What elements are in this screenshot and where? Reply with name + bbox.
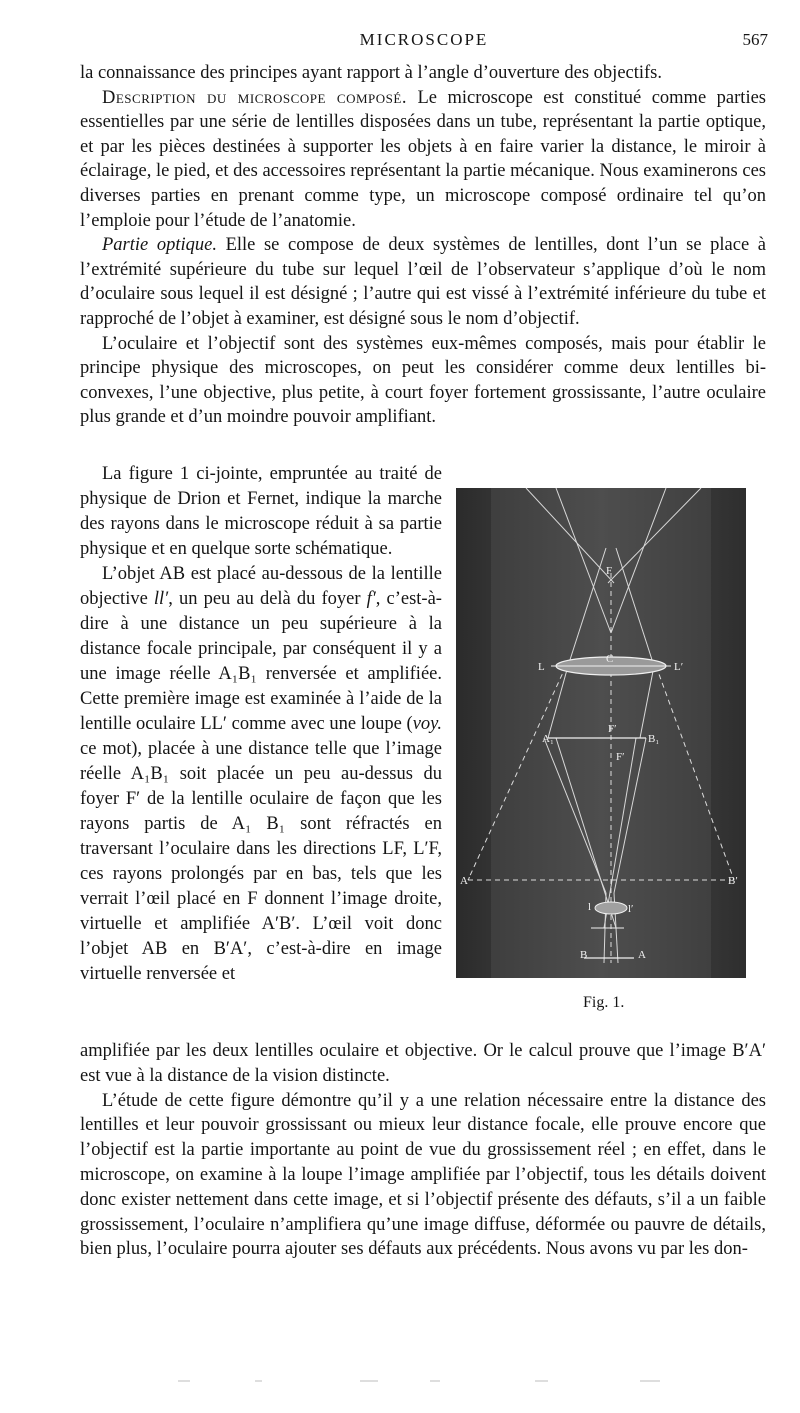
objet-text-a: L’objet AB est placé au-dessous de la lentille objective: [80, 564, 442, 609]
label-B: B: [580, 949, 588, 961]
etude-paragraph: L’étude de cette figure démontre qu’il y a une relation nécessaire entre la distance des lentilles et leur pouvoir grossissant ou mieux leur distance focale, elle prouve encore que l’objectif est la partie importante au point de vue du grossissement réel ; en effet, dans le microscope, on examine à la loupe l’image amplifiée par l’objectif, tous les détails doivent donc exister nettement dans cette image, et si l’objectif présente des défauts, s’il a un faible grossissement, l’oculaire n’amplifiera qu’une image diffuse, déformée ou pauvre de détails, bien plus, l’oculaire pourra ajouter ses défauts aux précédents. Nous avons vu par les don-: [80, 1090, 766, 1260]
intro-text: [80, 61, 766, 430]
description-paragraph: [80, 86, 766, 234]
oculaire-paragraph: L’oculaire et l’objectif sont des systèmes eux-mêmes composés, mais pour établir le principe physique des microscopes, on peut les considérer comme deux lentilles bi-convexes, l’une objective, plus petite, à court foyer fortement grossissante, l’autre oculaire plus grande et d’un moindre pouvoir amplifiant.: [80, 333, 766, 428]
label-A: A: [638, 949, 646, 961]
objet-text-ll: ll′: [153, 589, 169, 609]
footer-speckle: [0, 1378, 800, 1384]
label-A-prime: A′: [460, 875, 471, 887]
page-number: 567: [742, 30, 768, 49]
running-title: MICROSCOPE: [359, 30, 489, 49]
objet-text-b: , un peu au delà du foyer: [168, 589, 367, 609]
label-B-prime: B′: [728, 875, 738, 887]
label-f-prime: F′: [616, 751, 625, 763]
label-F: F: [606, 565, 613, 577]
objet-text-c: , c’est-à-dire à une distance un peu supérieure à la distance focale principale, par conséquent il y a une image réelle A₁B₁ renversée et amplifiée. Cette première image est examinée à l’aide de la lentille oculaire LL′ comme avec une loupe (: [80, 589, 442, 734]
optique-heading: Partie optique.: [102, 235, 217, 256]
objet-text-voy: voy.: [412, 714, 442, 734]
microscope-ray-diagram: [456, 488, 746, 978]
intro-line: la connaissance des principes ayant rapport à l’angle d’ouverture des objectifs.: [80, 63, 663, 83]
figure-paragraph: La figure 1 ci-jointe, empruntée au traité de physique de Drion et Fernet, indique la marche des rayons dans le microscope réduit à sa partie physique et en quelque sorte schématique.: [80, 464, 442, 559]
optique-body: Elle se compose de deux systèmes de lentilles, dont l’un se place à l’extrémité supérieure du tube sur lequel l’œil de l’observateur s’applique d’où le nom d’oculaire sous lequel il est désigné ; l’autre qui est vissé à l’extrémité inférieure du tube et rapproché de l’objet à examiner, est désigné sous le nom d’objectif.: [80, 235, 766, 329]
description-heading: Description du microscope composé.: [102, 87, 407, 108]
closing-text: [80, 1039, 766, 1262]
objet-text-d: ce mot), placée à une distance telle que l’image réelle A₁B₁ soit placée un peu au-dessus du foyer F′ de la lentille oculaire de façon que les rayons partis de A₁ B₁ sont réfractés en traversant l’oculaire dans les directions LF, L′F, ces rayons prolongés par en bas, tels que les verrait l’œil placé en F donnent l’image droite, virtuelle et amplifiée A′B′. L’œil voit donc l’objet AB en B′A′, c’est-à-dire en image virtuelle renversée et: [80, 739, 442, 984]
continuation-paragraph: amplifiée par les deux lentilles oculaire et objective. Or le calcul prouve que l’image B′A′ est vue à la distance de la vision distincte.: [80, 1041, 766, 1086]
label-L-prime: L′: [674, 661, 684, 673]
description-body: Le microscope est constitué comme parties essentielles par une série de lentilles disposées dans un tube, représentant la partie optique, et par les pièces destinées à supporter les objets à en faire varier la distance, le miroir à éclairage, le pied, et des accessoires représentant la partie mécanique. Nous examinerons ces diverses parties en prenant comme type, un microscope composé ordinaire tel qu’on l’emploie pour l’étude de l’anatomie.: [80, 87, 766, 231]
objet-text-f: f′: [366, 589, 376, 609]
optique-paragraph: [80, 233, 766, 331]
figure-caption: Fig. 1.: [583, 994, 625, 1011]
label-L: L: [538, 661, 545, 673]
label-F1: F′: [608, 723, 617, 735]
page-header: [80, 30, 768, 54]
label-C: C: [606, 653, 614, 665]
objet-paragraph: [80, 562, 442, 987]
column-text: [80, 462, 442, 987]
label-B1: B₁: [648, 733, 660, 745]
microscope-diagram: [456, 488, 746, 978]
label-l-prime: l′: [628, 903, 634, 915]
label-l: l: [588, 901, 592, 913]
label-A1: A₁: [542, 733, 554, 745]
